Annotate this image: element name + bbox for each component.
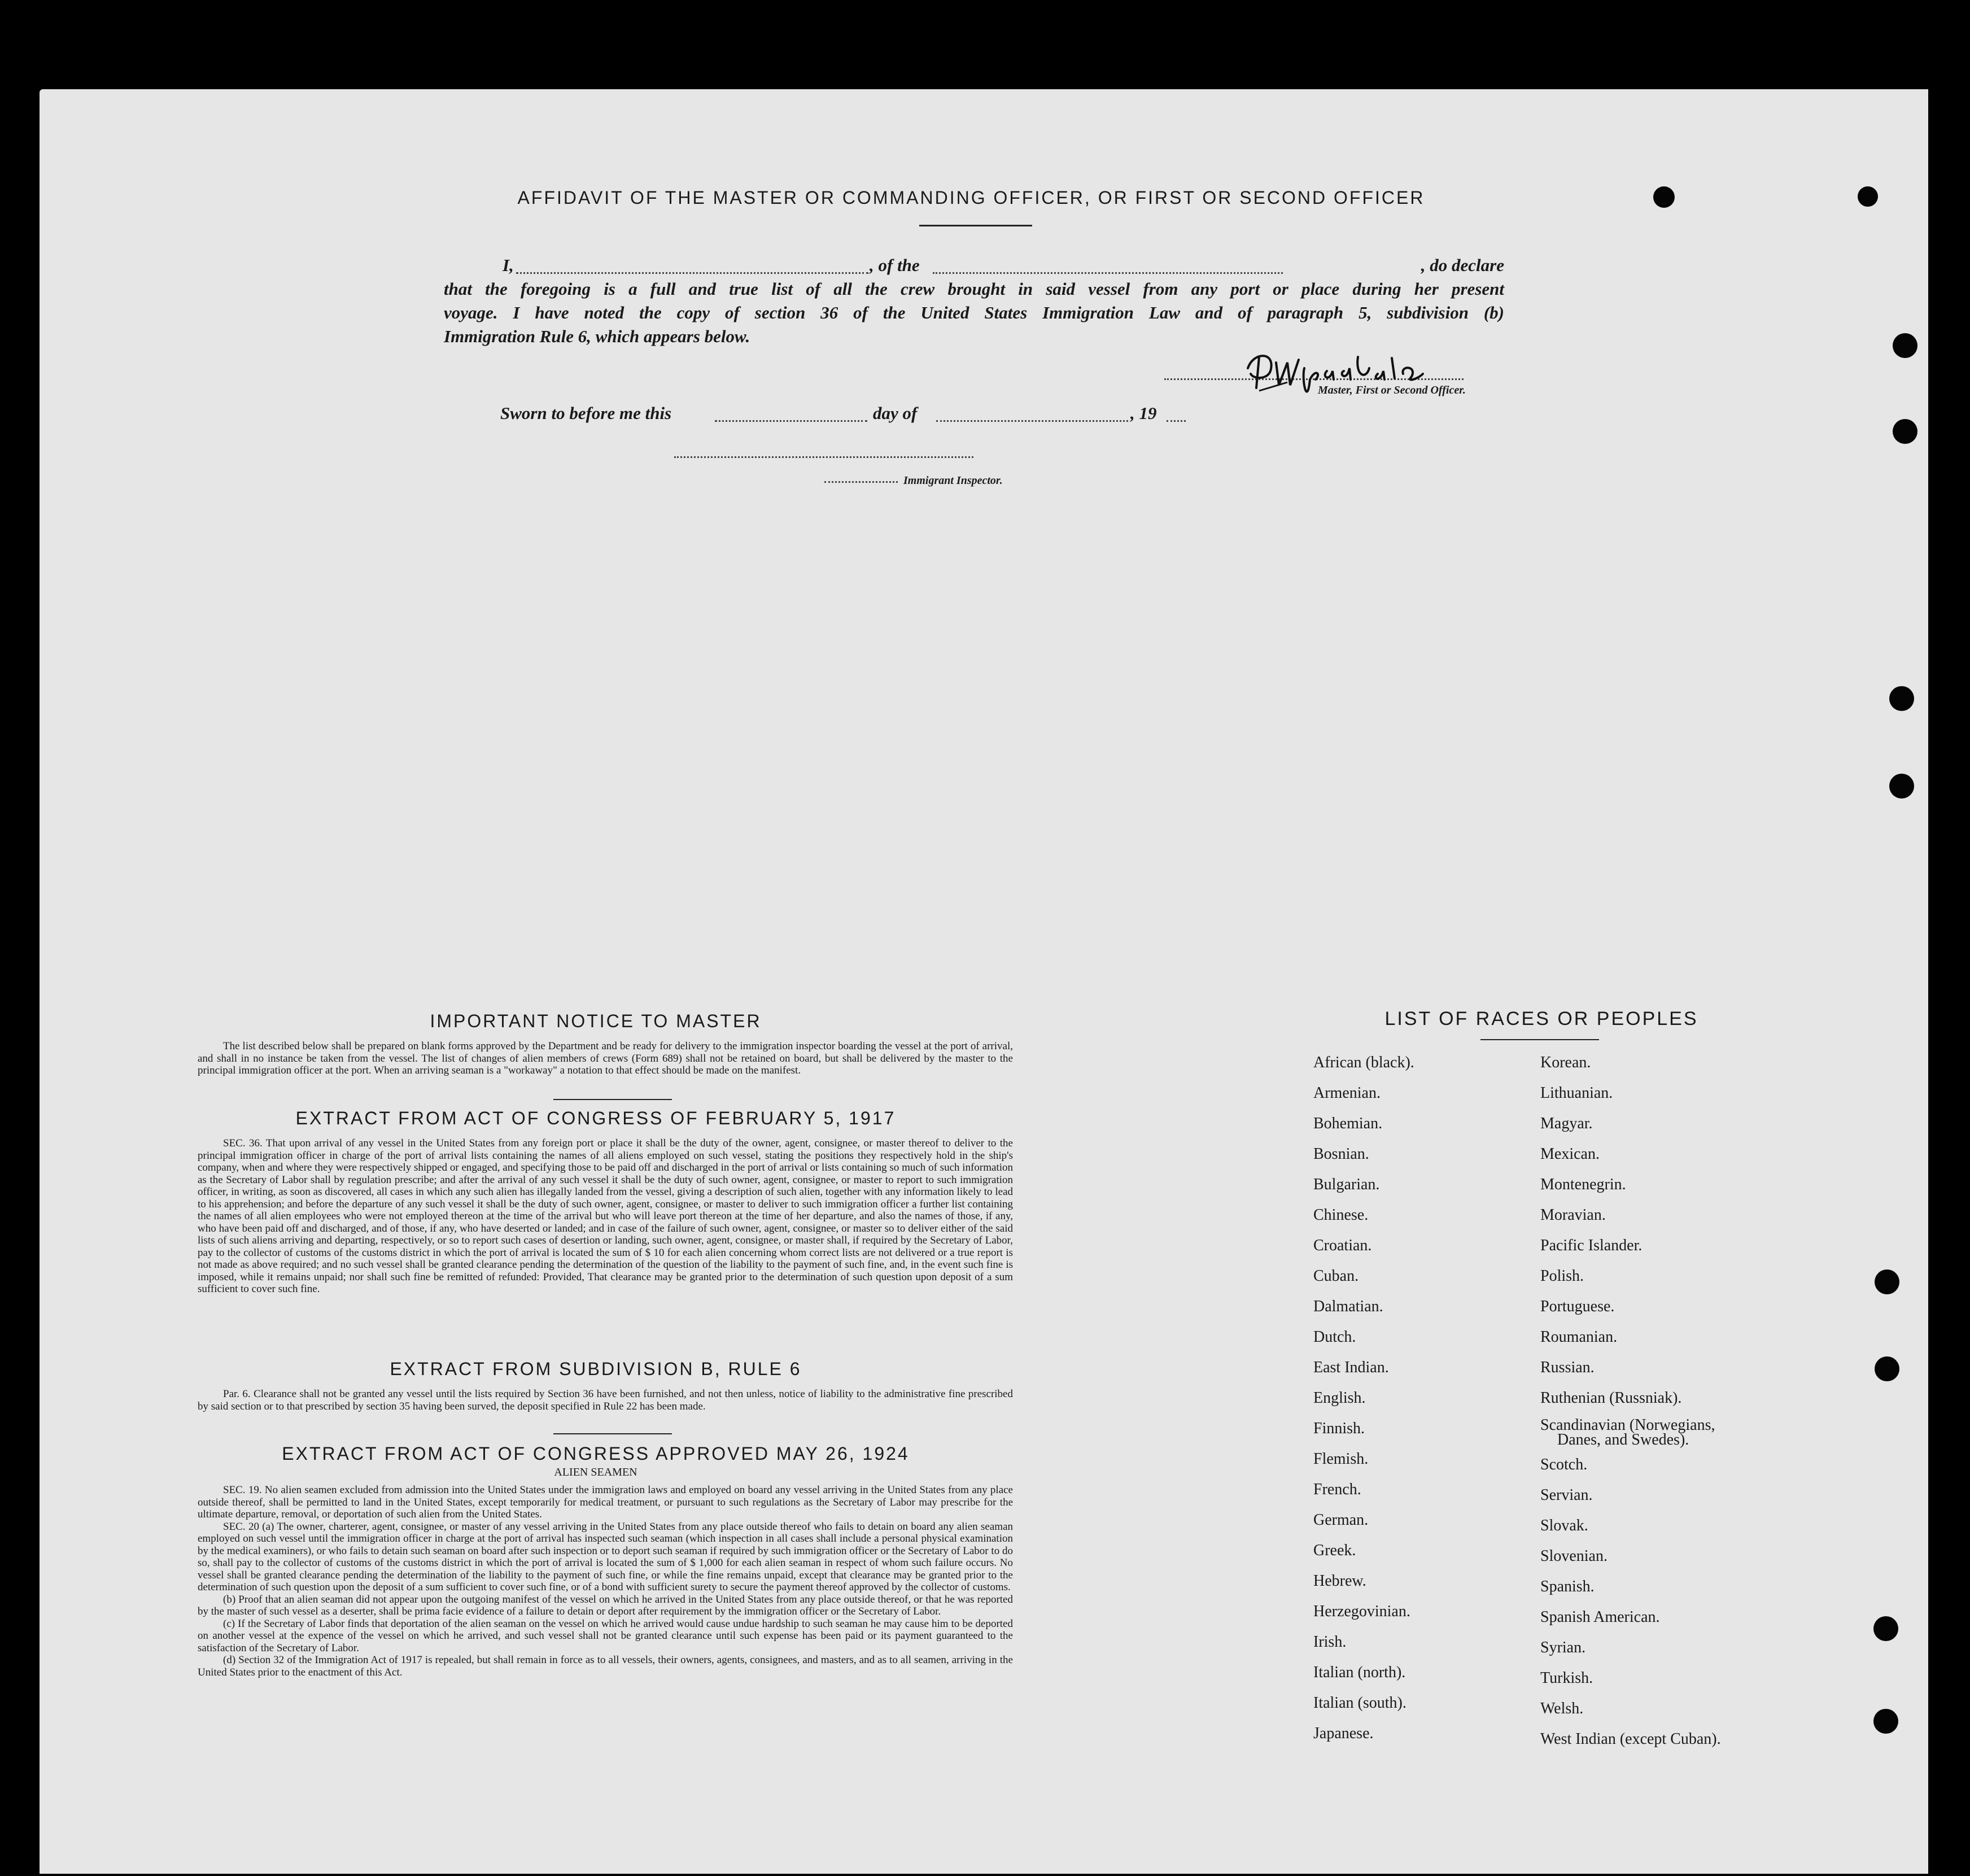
sworn-line bbox=[500, 403, 1178, 426]
punch-hole bbox=[1889, 774, 1914, 799]
race-item: Welsh. bbox=[1540, 1700, 1584, 1717]
race-item: Ruthenian (Russniak). bbox=[1540, 1389, 1682, 1407]
extract-rule6-title: EXTRACT FROM SUBDIVISION B, RULE 6 bbox=[390, 1359, 802, 1379]
sec-19-paragraph: SEC. 19. No alien seamen excluded from admission into the United States under the immigration laws and employed on board any vessel arriving in the United States from any place outside thereof, shall be permitted to land in the United States, except temporarily for medical treatment, or pursuant to such regulations as the Secretary of Labor may prescribe for the ultimate departure, removal, or deportation of such alien from the United States. bbox=[198, 1484, 1013, 1520]
race-item: Polish. bbox=[1540, 1267, 1584, 1285]
day-of-label: day of bbox=[873, 403, 918, 423]
affidavit-line-1 bbox=[444, 255, 1504, 278]
race-item: Spanish. bbox=[1540, 1578, 1595, 1595]
section-divider bbox=[553, 1099, 672, 1100]
punch-hole bbox=[1875, 1356, 1899, 1381]
race-item: East Indian. bbox=[1313, 1359, 1389, 1376]
race-item: Moravian. bbox=[1540, 1206, 1606, 1224]
affidavit-line-2: that the foregoing is a full and true list of all the crew brought in said vessel from any port or place during her present bbox=[444, 279, 1504, 299]
race-item: Turkish. bbox=[1540, 1669, 1593, 1687]
race-item: German. bbox=[1313, 1511, 1369, 1529]
sworn-day-field[interactable] bbox=[715, 420, 867, 422]
signature-caption: Master, First or Second Officer. bbox=[1318, 384, 1466, 396]
race-item: Scotch. bbox=[1540, 1456, 1588, 1473]
race-item: Flemish. bbox=[1313, 1450, 1369, 1468]
race-item: African (black). bbox=[1313, 1054, 1414, 1071]
punch-hole bbox=[1873, 1709, 1898, 1734]
race-item: Chinese. bbox=[1313, 1206, 1369, 1224]
extract-1924-title: EXTRACT FROM ACT OF CONGRESS APPROVED MAY 26, 1924 bbox=[282, 1443, 910, 1464]
officer-signature bbox=[1237, 346, 1462, 416]
race-item: West Indian (except Cuban). bbox=[1540, 1730, 1721, 1748]
notice-text: The list described below shall be prepared on blank forms approved by the Department and be ready for delivery to the immigration inspector boarding the vessel at the port of arrival, and shall in no instance be taken from the vessel. The list of changes of alien members of crews (Form 689) shall not be retained on board, but shall be delivered by the master to the principal immigration officer at the port. When an arriving seaman is a "workaway" a notation to that effect should be made on the manifest. bbox=[198, 1040, 1013, 1076]
race-item: Dutch. bbox=[1313, 1328, 1356, 1346]
extract-rule6-body bbox=[198, 1388, 1013, 1412]
race-item: Magyar. bbox=[1540, 1115, 1593, 1132]
sec-20c-paragraph: (c) If the Secretary of Labor finds that deportation of the alien seaman on the vessel on which he arrived would cause undue hardship to such seaman he may cause him to be deported on another vessel at the expence of the vessel on which he arrived, and such vessel shall not be granted clearance until such expense has been paid or its payment guaranteed to the satisfaction of the Secretary of Labor. bbox=[198, 1617, 1013, 1654]
affidavit-title: AFFIDAVIT OF THE MASTER OR COMMANDING OFFICER, OR FIRST OR SECOND OFFICER bbox=[517, 187, 1425, 208]
title-underline bbox=[919, 225, 1032, 226]
of-the-label: , of the bbox=[870, 255, 920, 275]
race-item: Danes, and Swedes). bbox=[1557, 1431, 1689, 1449]
punch-hole bbox=[1875, 1269, 1899, 1294]
races-underline bbox=[1480, 1039, 1599, 1040]
race-item: Japanese. bbox=[1313, 1725, 1374, 1742]
race-item: Irish. bbox=[1313, 1633, 1347, 1651]
race-item: Montenegrin. bbox=[1540, 1176, 1626, 1193]
sworn-year-field[interactable] bbox=[1167, 420, 1186, 422]
race-item: Servian. bbox=[1540, 1486, 1593, 1504]
race-item: Cuban. bbox=[1313, 1267, 1359, 1285]
race-item: Roumanian. bbox=[1540, 1328, 1618, 1346]
punch-hole bbox=[1893, 419, 1917, 444]
punch-hole bbox=[1653, 186, 1675, 208]
race-item: Russian. bbox=[1540, 1359, 1595, 1376]
race-item: Bosnian. bbox=[1313, 1145, 1369, 1163]
race-item: English. bbox=[1313, 1389, 1366, 1407]
sworn-month-field[interactable] bbox=[936, 420, 1128, 422]
extract-1917-body bbox=[198, 1137, 1013, 1295]
race-item: French. bbox=[1313, 1481, 1361, 1498]
sec-20a-paragraph: SEC. 20 (a) The owner, charterer, agent, consignee, or master of any vessel arriving in the United States from any place outside thereof who fails to detain on board any alien seaman employed on such vessel until the immigration officer in charge at the port of arrival has inspected such seaman (which inspection in all cases shall include a personal physical examination by the medical examiners), or who fails to detain such seaman on board after such inspection or to deport such seaman if required by such immigration officer or the Secretary of Labor to do so, shall pay to the collector of customs of the customs district in which the port of arrival is located the sum of $ 1,000 for each alien seaman in respect of whom such failure occurs. No vessel shall be granted clearance pending the determination of the liability to the payment of such fine, or while the fine remains unpaid, except that clearance may be granted prior to the determination of such question upon the deposit of a sum sufficient to cover such fine, or of a bond with sufficient surety to secure the payment thereof approved by the collector of customs. bbox=[198, 1520, 1013, 1593]
race-item: Pacific Islander. bbox=[1540, 1237, 1643, 1254]
race-item: Dalmatian. bbox=[1313, 1298, 1383, 1315]
race-item: Bulgarian. bbox=[1313, 1176, 1380, 1193]
i-label: I, bbox=[503, 255, 514, 275]
race-item: Finnish. bbox=[1313, 1420, 1365, 1437]
race-item: Slovak. bbox=[1540, 1517, 1588, 1534]
extract-1917-title: EXTRACT FROM ACT OF CONGRESS OF FEBRUARY 5, 1917 bbox=[295, 1108, 896, 1128]
race-item: Portuguese. bbox=[1540, 1298, 1615, 1315]
race-item: Slovenian. bbox=[1540, 1547, 1608, 1565]
race-item: Armenian. bbox=[1313, 1084, 1381, 1102]
officer-name-field[interactable] bbox=[516, 272, 868, 274]
race-item: Lithuanian. bbox=[1540, 1084, 1613, 1102]
punch-hole bbox=[1889, 686, 1914, 711]
race-item: Spanish American. bbox=[1540, 1608, 1660, 1626]
race-item: Italian (north). bbox=[1313, 1664, 1406, 1681]
vessel-name-field[interactable] bbox=[933, 272, 1283, 274]
notice-body bbox=[198, 1040, 1013, 1077]
punch-hole bbox=[1858, 186, 1878, 207]
sec-20d-paragraph: (d) Section 32 of the Immigration Act of 1917 is repealed, but shall remain in force as to all vessels, their owners, agents, consignees, and masters, and as to all seamen, arriving in the United States prior to the enactment of this Act. bbox=[198, 1654, 1013, 1678]
race-item: Hebrew. bbox=[1313, 1572, 1366, 1590]
sworn-label: Sworn to before me this bbox=[500, 403, 672, 423]
race-item: Korean. bbox=[1540, 1054, 1591, 1071]
race-item: Scandinavian (Norwegians, bbox=[1540, 1416, 1715, 1434]
races-title: LIST OF RACES OR PEOPLES bbox=[1384, 1008, 1698, 1029]
punch-hole bbox=[1873, 1616, 1898, 1641]
race-item: Syrian. bbox=[1540, 1639, 1586, 1656]
extract-1917-text: SEC. 36. That upon arrival of any vessel in the United States from any foreign port or place it shall be the duty of the owner, agent, consignee, or master thereof to deliver to the principal immigration officer in charge of the port of arrival lists containing the names of all aliens employed on such vessel, stating the positions they respectively hold in the ship's company, when and where they were respectively shipped or engaged, and specifying those to be paid off and discharged in the port of arrival or lists containing so much of such information as the Secretary of Labor shall by regulation prescribe; and after the arrival of any such vessel it shall be the duty of such owner, agent, consignee, or master to report to such immigration officer, in writing, as soon as discovered, all cases in which any such alien has illegally landed from the vessel, giving a description of such alien, together with any information likely to lead to his apprehension; and before the departure of any such vessel it shall be the duty of such owner, agent, consignee, or master to deliver to such immigration officer a further list containing the names of all alien employees who were not employed thereon at the time of the arrival but who will leave port thereon at the time of her departure, and also the names of those, if any, who have been paid off and discharged, and of those, if any, who have deserted or landed; and in case of the failure of such owner, agent, consignee, or master so to deliver either of the said lists of such aliens arriving and departing, respectively, or so to report such cases of desertion or landing, such owner, agent, consignee, or master shall, if required by the Secretary of Labor, pay to the collector of customs of the customs district in which the port of arrival is located the sum of $ 10 for each alien concerning whom correct lists are not delivered or a true report is not made as above required; and no such vessel shall be granted clearance pending the determination of the question of the liability to the payment of such fine, and, in the event such fine is imposed, while it remains unpaid; nor shall such fine be remitted of refunded: Provided, That clearance may be granted prior to the determination of such question upon deposit of a sum sufficient to cover such fine. bbox=[198, 1137, 1013, 1295]
punch-hole bbox=[1893, 333, 1917, 358]
declare-label: , do declare bbox=[1421, 255, 1504, 275]
section-divider bbox=[553, 1433, 672, 1434]
affidavit-line-3: voyage. I have noted the copy of section 36 of the United States Immigration Law and of paragraph 5, subdivision (b) bbox=[444, 303, 1504, 322]
sec-20b-paragraph: (b) Proof that an alien seaman did not appear upon the outgoing manifest of the vessel on which he arrived in the United States from any place outside thereof, or that he was reported by the master of such vessel as a deserter, shall be prima facie evidence of a failure to detain or deport after requirement by the immigration officer or the Secretary of Labor. bbox=[198, 1593, 1013, 1617]
race-item: Mexican. bbox=[1540, 1145, 1600, 1163]
inspector-dots bbox=[824, 481, 898, 483]
extract-1924-body bbox=[198, 1484, 1013, 1678]
race-item: Herzegovinian. bbox=[1313, 1603, 1410, 1620]
inspector-signature-line[interactable] bbox=[674, 456, 973, 458]
inspector-caption: Immigrant Inspector. bbox=[903, 474, 1003, 487]
race-item: Bohemian. bbox=[1313, 1115, 1383, 1132]
race-item: Croatian. bbox=[1313, 1237, 1372, 1254]
notice-title: IMPORTANT NOTICE TO MASTER bbox=[430, 1011, 762, 1031]
year-label: , 19 bbox=[1130, 403, 1157, 423]
race-item: Greek. bbox=[1313, 1542, 1356, 1559]
extract-1924-subtitle: ALIEN SEAMEN bbox=[554, 1466, 637, 1478]
extract-rule6-text: Par. 6. Clearance shall not be granted any vessel until the lists required by Section 36 have been furnished, and not then unless, notice of liability to the administrative fine prescribed by said section or to that prescribed by section 35 having been surved, the deposit specified in Rule 22 has been made. bbox=[198, 1388, 1013, 1412]
affidavit-line-4: Immigration Rule 6, which appears below. bbox=[444, 326, 750, 346]
race-item: Italian (south). bbox=[1313, 1694, 1406, 1712]
